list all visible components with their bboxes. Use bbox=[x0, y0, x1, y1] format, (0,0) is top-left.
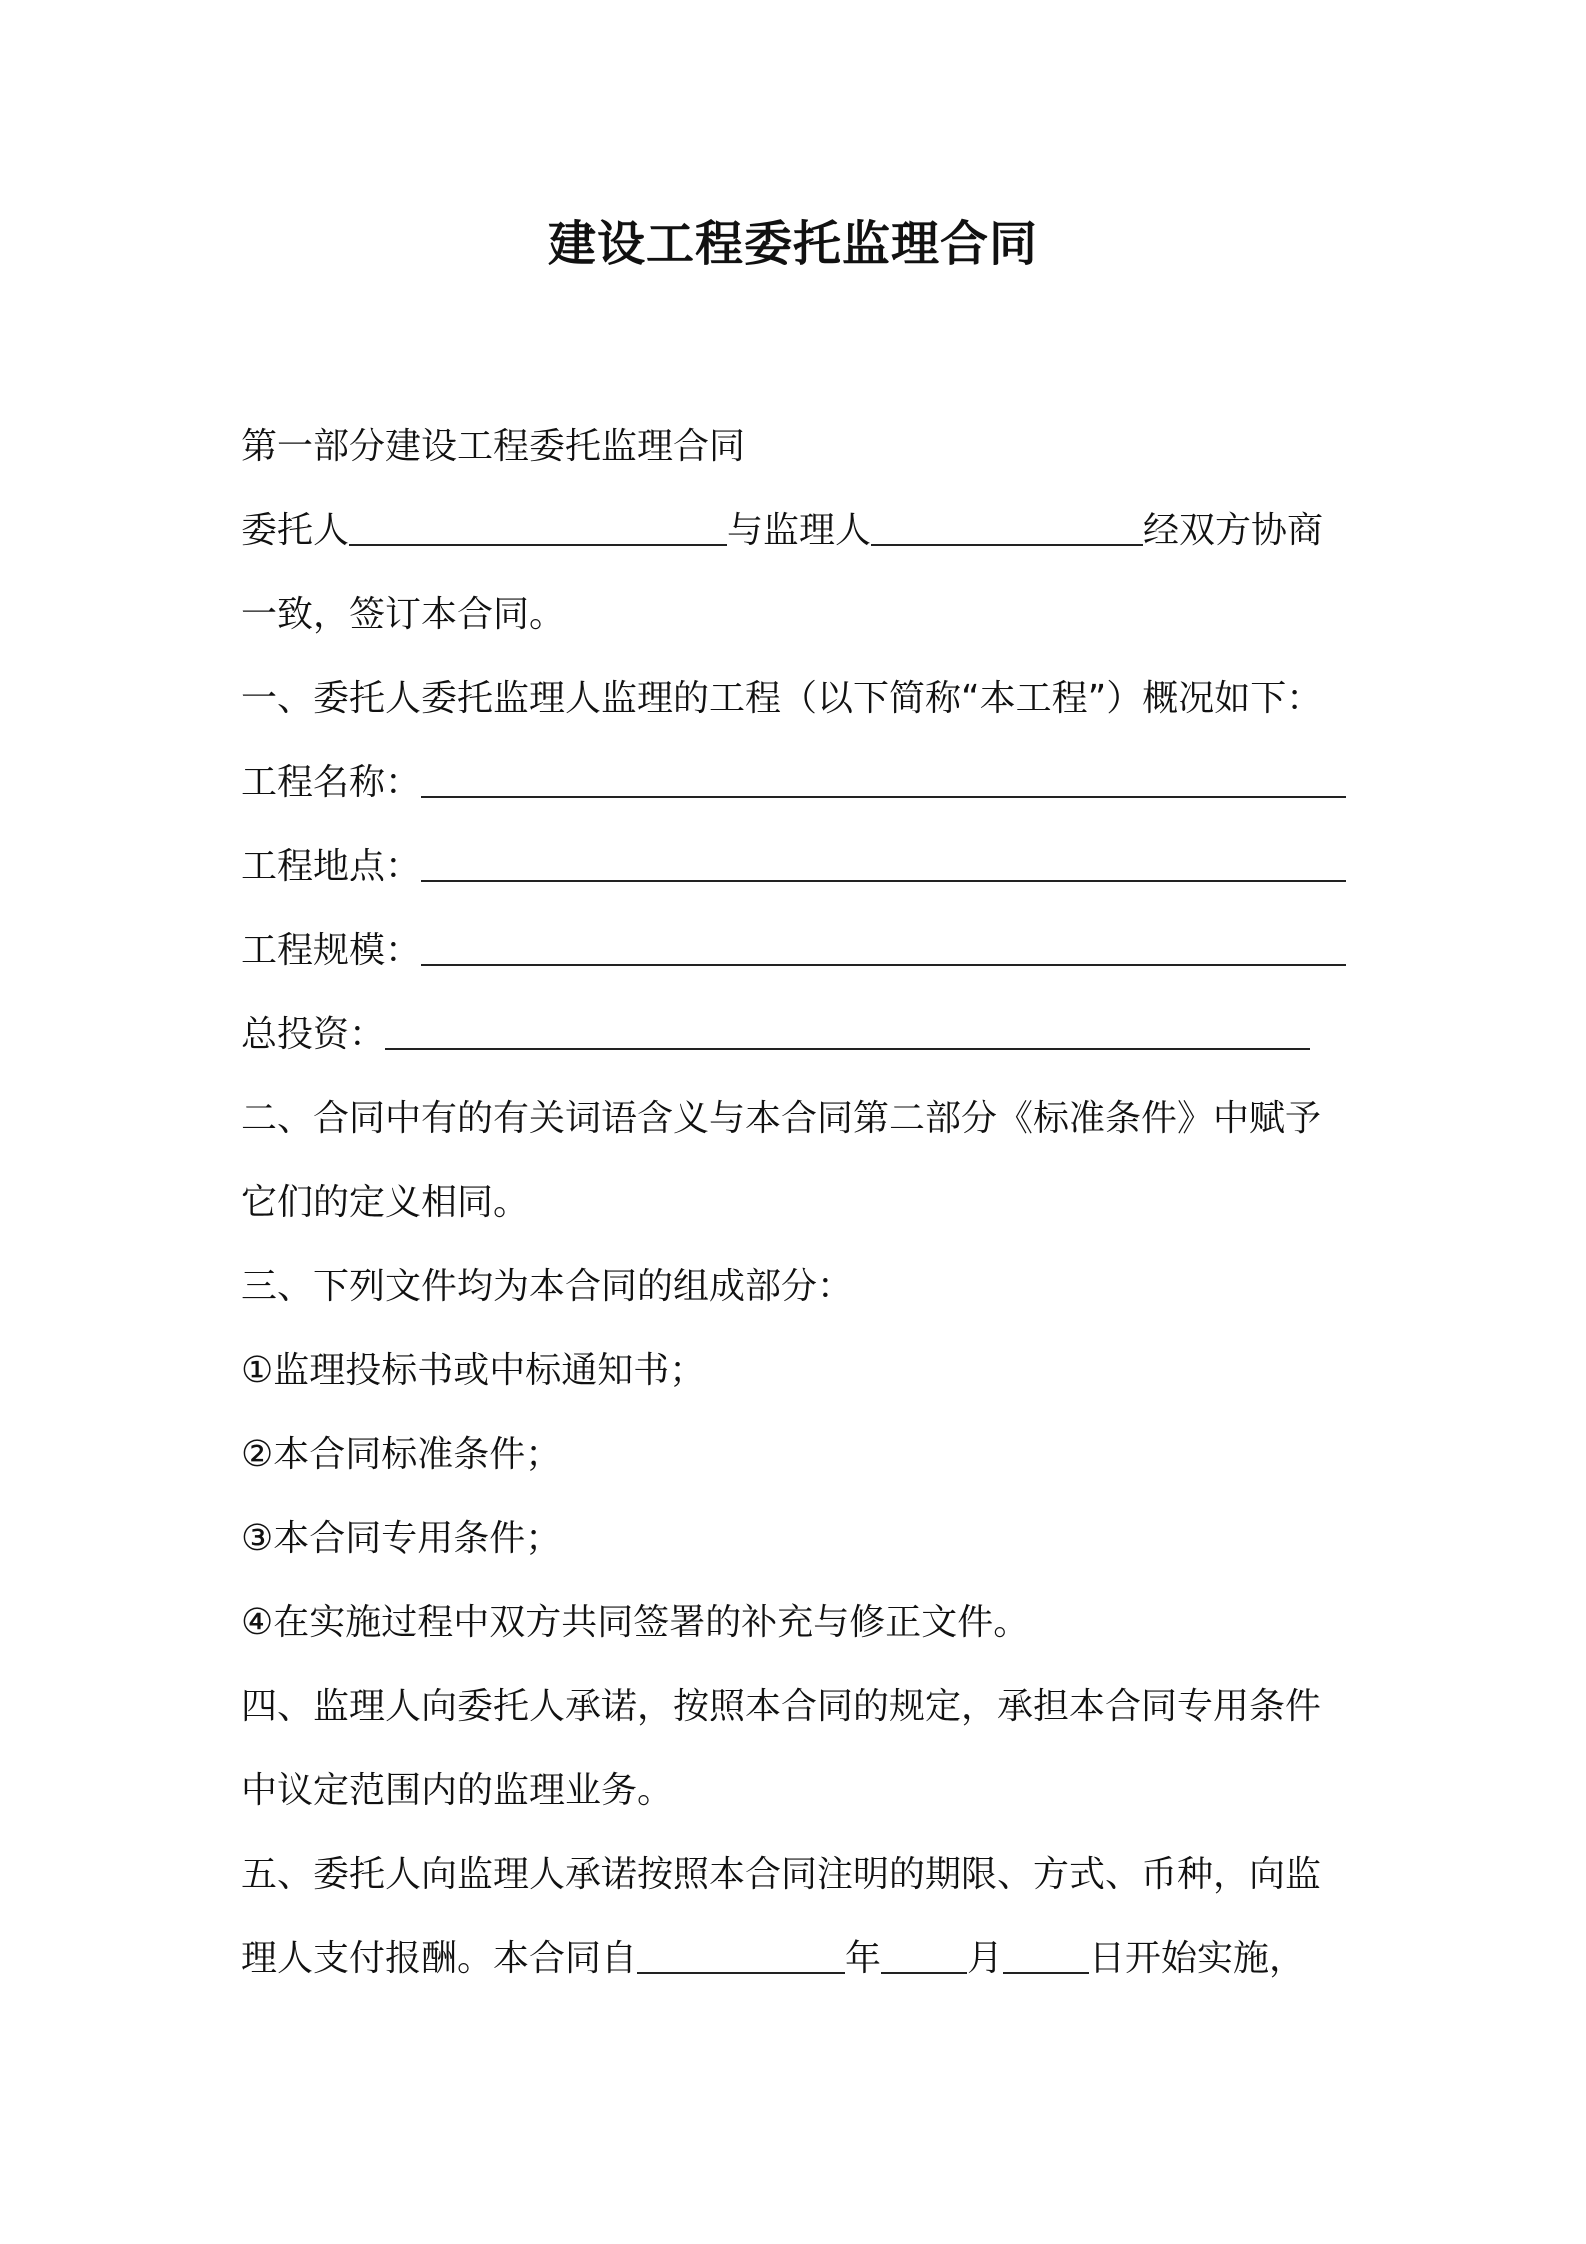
parties-continuation: 一致，签订本合同。 bbox=[241, 594, 566, 635]
doc-item-2: ②本合同标准条件； bbox=[241, 1434, 562, 1475]
client-name-blank bbox=[349, 508, 727, 546]
project-name-label: 工程名称： bbox=[241, 762, 422, 803]
doc-item-4: ④在实施过程中双方共同签署的补充与修正文件。 bbox=[241, 1602, 1030, 1643]
year-label: 年 bbox=[845, 1938, 882, 1979]
doc-item-3: ③本合同专用条件； bbox=[241, 1518, 562, 1559]
field-project-location bbox=[241, 825, 1361, 909]
document-title: 建设工程委托监理合同 bbox=[547, 216, 1038, 272]
clause-2-line-2: 它们的定义相同。 bbox=[241, 1182, 530, 1223]
doc-item-1: ①监理投标书或中标通知书； bbox=[241, 1350, 706, 1391]
day-suffix: 日开始实施， bbox=[1089, 1938, 1306, 1979]
total-investment-label: 总投资： bbox=[241, 1014, 386, 1055]
parties-line bbox=[241, 489, 1361, 573]
project-location-blank bbox=[421, 844, 1346, 882]
clause-5-line-1: 五、委托人向监理人承诺按照本合同注明的期限、方式、币种，向监 bbox=[241, 1854, 1322, 1895]
field-project-scale bbox=[241, 909, 1361, 993]
supervisor-name-blank bbox=[871, 508, 1143, 546]
start-day-blank bbox=[1003, 1936, 1089, 1974]
clause-4-line-2: 中议定范围内的监理业务。 bbox=[241, 1770, 674, 1811]
client-label: 委托人 bbox=[241, 510, 350, 551]
field-total-investment bbox=[241, 993, 1361, 1077]
clause-5-line-2 bbox=[241, 1917, 1361, 2001]
start-month-blank bbox=[881, 1936, 967, 1974]
clause-2-line-1: 二、合同中有的有关词语含义与本合同第二部分《标准条件》中赋予 bbox=[241, 1098, 1322, 1139]
supervisor-label: 与监理人 bbox=[727, 510, 872, 551]
field-project-name bbox=[241, 741, 1361, 825]
clause-1: 一、委托人委托监理人监理的工程（以下简称“本工程”）概况如下： bbox=[241, 678, 1323, 719]
clause-3: 三、下列文件均为本合同的组成部分： bbox=[241, 1266, 854, 1307]
total-investment-blank bbox=[385, 1012, 1310, 1050]
month-label: 月 bbox=[967, 1938, 1004, 1979]
clause-5-prefix: 理人支付报酬。本合同自 bbox=[241, 1938, 638, 1979]
project-scale-label: 工程规模： bbox=[241, 930, 422, 971]
document-body bbox=[241, 405, 1361, 2001]
project-scale-blank bbox=[421, 928, 1346, 966]
project-location-label: 工程地点： bbox=[241, 846, 422, 887]
start-year-blank bbox=[637, 1936, 845, 1974]
project-name-blank bbox=[421, 760, 1346, 798]
clause-4-line-1: 四、监理人向委托人承诺，按照本合同的规定，承担本合同专用条件 bbox=[241, 1686, 1322, 1727]
section-heading: 第一部分建设工程委托监理合同 bbox=[241, 426, 746, 467]
parties-tail: 经双方协商 bbox=[1143, 510, 1324, 551]
